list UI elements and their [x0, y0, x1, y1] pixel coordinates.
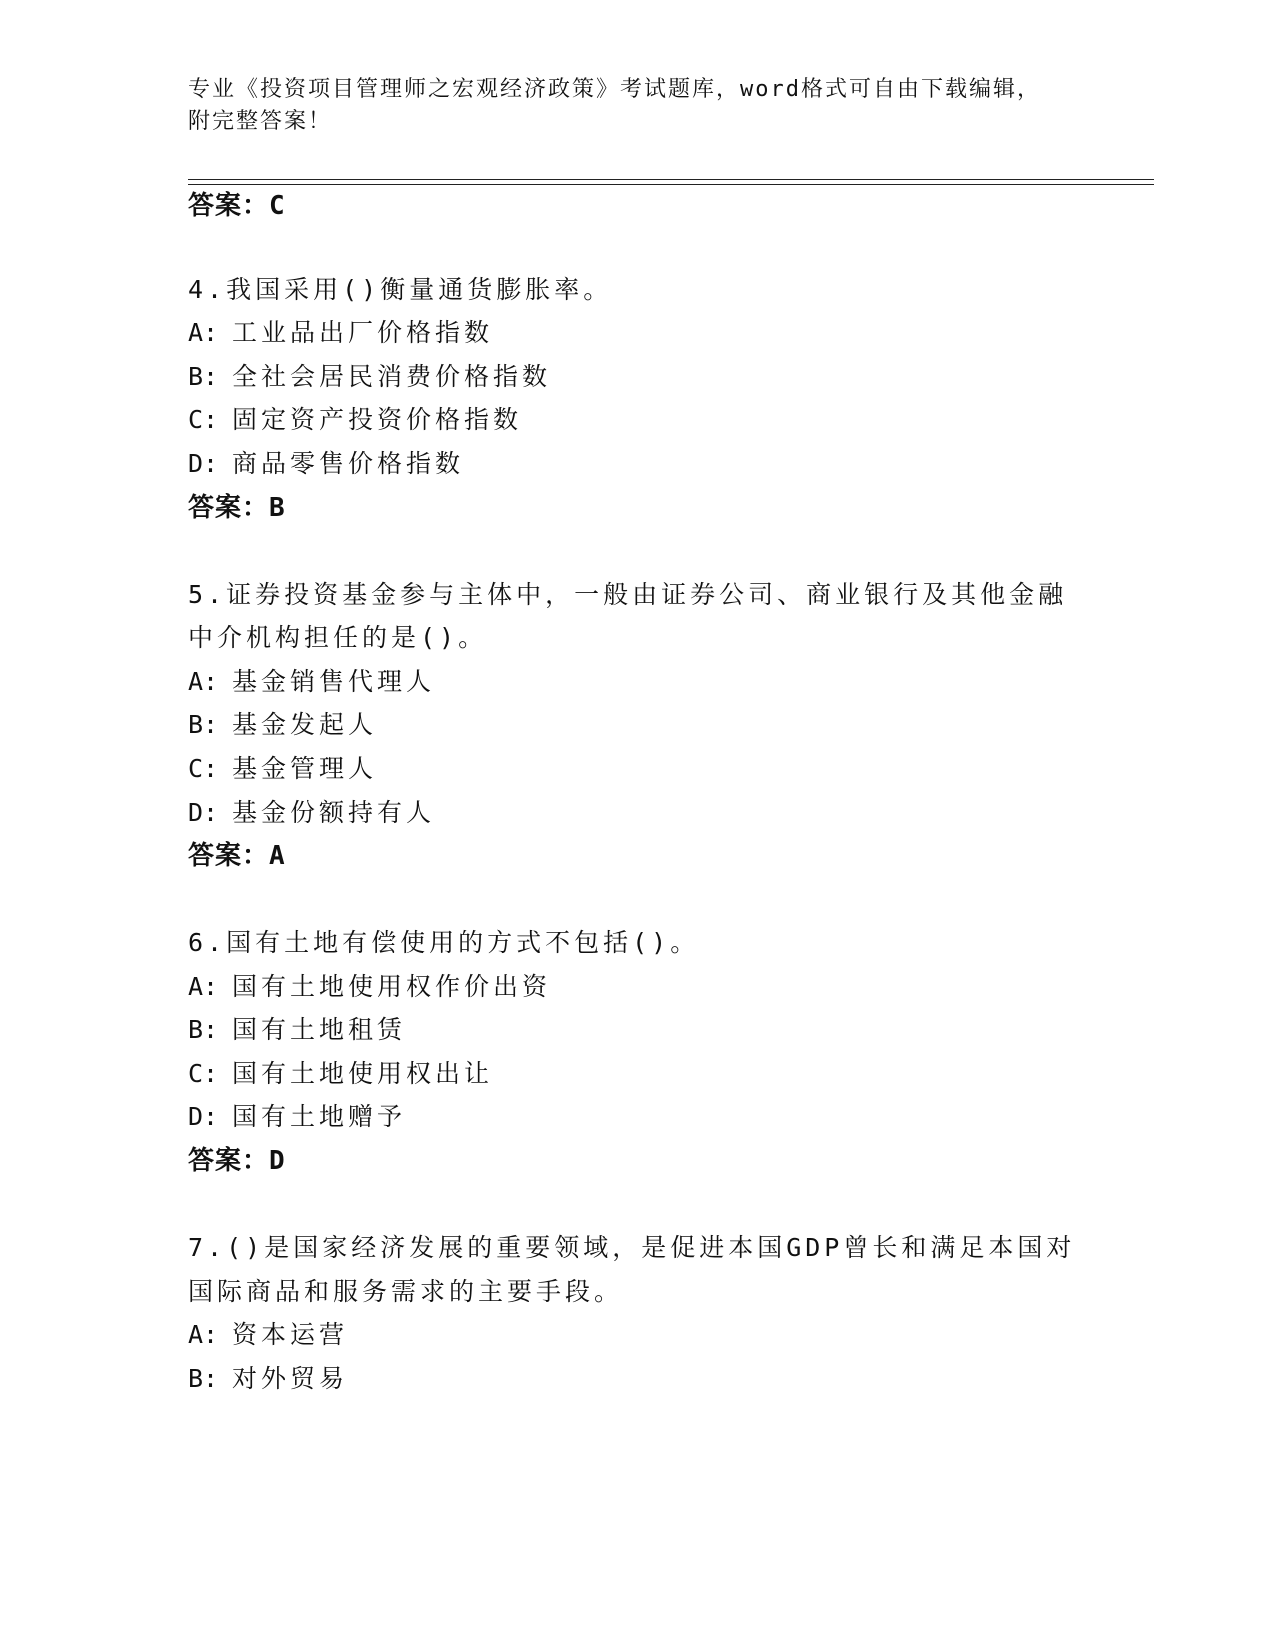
- option-text: 全社会居民消费价格指数: [232, 362, 552, 391]
- option-label: B:: [188, 710, 219, 739]
- option-text: 国有土地使用权作价出资: [232, 972, 552, 1001]
- question-5-option-c: [188, 753, 377, 785]
- question-4-option-b: [188, 361, 551, 393]
- question-6-option-a: [188, 971, 551, 1003]
- question-6-option-c: [188, 1058, 493, 1090]
- option-text: 固定资产投资价格指数: [232, 405, 523, 434]
- option-text: 基金销售代理人: [232, 667, 436, 696]
- option-text: 基金发起人: [232, 710, 378, 739]
- question-7-stem-line-2: 国际商品和服务需求的主要手段。: [188, 1277, 624, 1306]
- option-label: A:: [188, 667, 219, 696]
- header-divider-top: [188, 179, 1154, 180]
- question-7-option-a: [188, 1319, 348, 1351]
- option-text: 对外贸易: [232, 1364, 349, 1393]
- question-4-answer: 答案：B: [188, 493, 286, 523]
- option-label: D:: [188, 1102, 219, 1131]
- answer-previous: 答案：C: [188, 191, 286, 221]
- question-5-stem-line-1: 5.证券投资基金参与主体中，一般由证券公司、商业银行及其他金融: [188, 580, 1068, 609]
- option-text: 国有土地租赁: [232, 1015, 407, 1044]
- option-text: 国有土地使用权出让: [232, 1059, 494, 1088]
- question-6-option-d: [188, 1101, 406, 1133]
- option-label: A:: [188, 972, 219, 1001]
- option-label: D:: [188, 798, 219, 827]
- question-6-stem: 6.国有土地有偿使用的方式不包括()。: [188, 928, 700, 957]
- document-header: [188, 74, 1088, 138]
- question-5-answer: 答案：A: [188, 841, 286, 871]
- option-text: 商品零售价格指数: [232, 449, 465, 478]
- header-line-1: 专业《投资项目管理师之宏观经济政策》考试题库，word格式可自由下载编辑，: [188, 77, 1041, 102]
- option-text: 资本运营: [232, 1320, 349, 1349]
- question-5-option-b: [188, 709, 377, 741]
- option-text: 基金份额持有人: [232, 798, 436, 827]
- question-4-stem: 4.我国采用()衡量通货膨胀率。: [188, 275, 613, 304]
- question-6-answer: 答案：D: [188, 1146, 286, 1176]
- header-line-2: 附完整答案！: [188, 109, 333, 134]
- question-4-option-a: [188, 317, 493, 349]
- question-6-option-b: [188, 1014, 406, 1046]
- option-label: C:: [188, 405, 219, 434]
- option-label: C:: [188, 754, 219, 783]
- option-label: A:: [188, 1320, 219, 1349]
- header-divider-bottom: [188, 184, 1154, 185]
- option-text: 工业品出厂价格指数: [232, 318, 494, 347]
- question-4-option-c: [188, 404, 522, 436]
- question-4-option-d: [188, 448, 464, 480]
- option-label: B:: [188, 1015, 219, 1044]
- option-label: B:: [188, 1364, 219, 1393]
- question-7-option-b: [188, 1363, 348, 1395]
- question-5-stem-line-2: 中介机构担任的是()。: [188, 623, 488, 652]
- question-5-option-a: [188, 666, 435, 698]
- option-text: 基金管理人: [232, 754, 378, 783]
- option-label: D:: [188, 449, 219, 478]
- option-label: C:: [188, 1059, 219, 1088]
- option-label: B:: [188, 362, 219, 391]
- option-text: 国有土地赠予: [232, 1102, 407, 1131]
- question-7-stem-line-1: 7.()是国家经济发展的重要领域，是促进本国GDP曾长和满足本国对: [188, 1233, 1076, 1262]
- question-5-option-d: [188, 797, 435, 829]
- option-label: A:: [188, 318, 219, 347]
